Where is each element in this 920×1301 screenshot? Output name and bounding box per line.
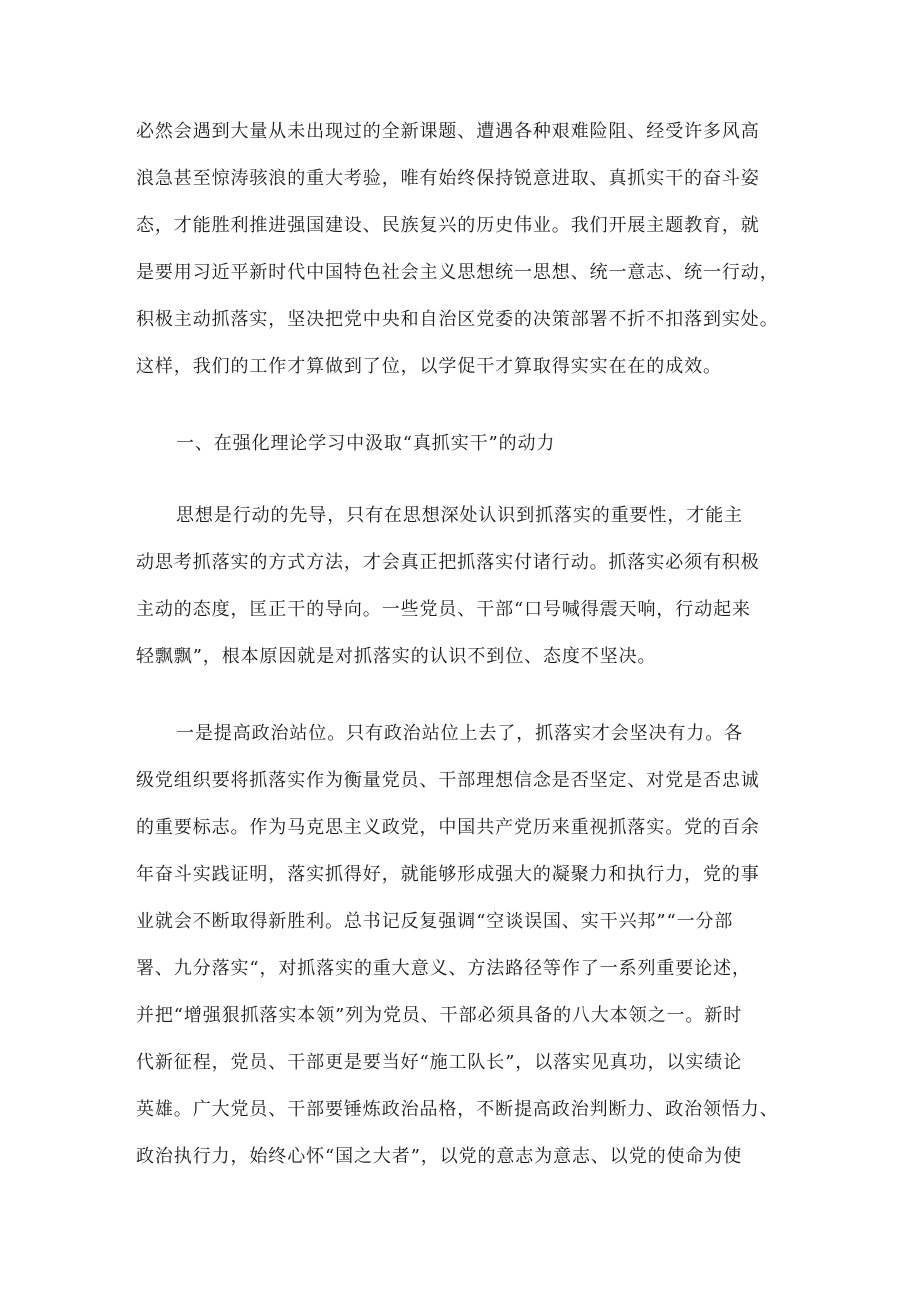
text-line: 轻飘飘”，根本原因就是对抓落实的认识不到位、态度不坚决。	[136, 646, 657, 667]
text-line: 业就会不断取得新胜利。总书记反复强调“空谈误国、实干兴邦”“一分部	[136, 911, 734, 932]
text-line: 一是提高政治站位。只有政治站位上去了，抓落实才会坚决有力。各	[176, 723, 743, 744]
text-line: 署、九分落实“，对抓落实的重大意义、方法路径等作了一系列重要论述，	[136, 958, 751, 979]
text-line: 是要用习近平新时代中国特色社会主义思想统一思想、统一意志、统一行动，	[136, 262, 779, 283]
text-line: 代新征程，党员、干部更是要当好“施工队长”，以落实见真功，以实绩论	[136, 1052, 743, 1073]
text-line: 年奋斗实践证明，落实抓得好，就能够形成强大的凝聚力和执行力，党的事	[136, 864, 760, 885]
text-line: 政治执行力，始终心怀“国之大者”，以党的意志为意志、以党的使命为使	[136, 1146, 743, 1167]
text-line: 浪急甚至惊涛骇浪的重大考验，唯有始终保持锐意进取、真抓实干的奋斗姿	[136, 168, 760, 189]
text-line: 级党组织要将抓落实作为衡量党员、干部理想信念是否坚定、对党是否忠诚	[136, 770, 760, 791]
text-line: 必然会遇到大量从未出现过的全新课题、遭遇各种艰难险阻、经受许多风高	[136, 121, 760, 142]
text-line: 的重要标志。作为马克思主义政党，中国共产党历来重视抓落实。党的百余	[136, 817, 760, 838]
section-heading: 一、在强化理论学习中汲取“真抓实干”的动力	[176, 433, 556, 454]
text-line: 态，才能胜利推进强国建设、民族复兴的历史伟业。我们开展主题教育，就	[136, 215, 760, 236]
text-line: 积极主动抓落实，坚决把党中央和自治区党委的决策部署不折不扣落到实处。	[136, 309, 779, 330]
text-line: 这样，我们的工作才算做到了位，以学促干才算取得实实在在的成效。	[136, 356, 722, 377]
text-line: 主动的态度，匡正干的导向。一些党员、干部“口号喊得震天响，行动起来	[136, 599, 751, 620]
text-line: 英雄。广大党员、干部要锤炼政治品格，不断提高政治判断力、政治领悟力、	[136, 1099, 779, 1120]
text-line: 并把“增强狠抓落实本领”列为党员、干部必须具备的八大本领之一。新时	[136, 1005, 743, 1026]
text-line: 动思考抓落实的方式方法，才会真正把抓落实付诸行动。抓落实必须有积极	[136, 552, 760, 573]
text-line: 思想是行动的先导，只有在思想深处认识到抓落实的重要性，才能主	[176, 505, 743, 526]
